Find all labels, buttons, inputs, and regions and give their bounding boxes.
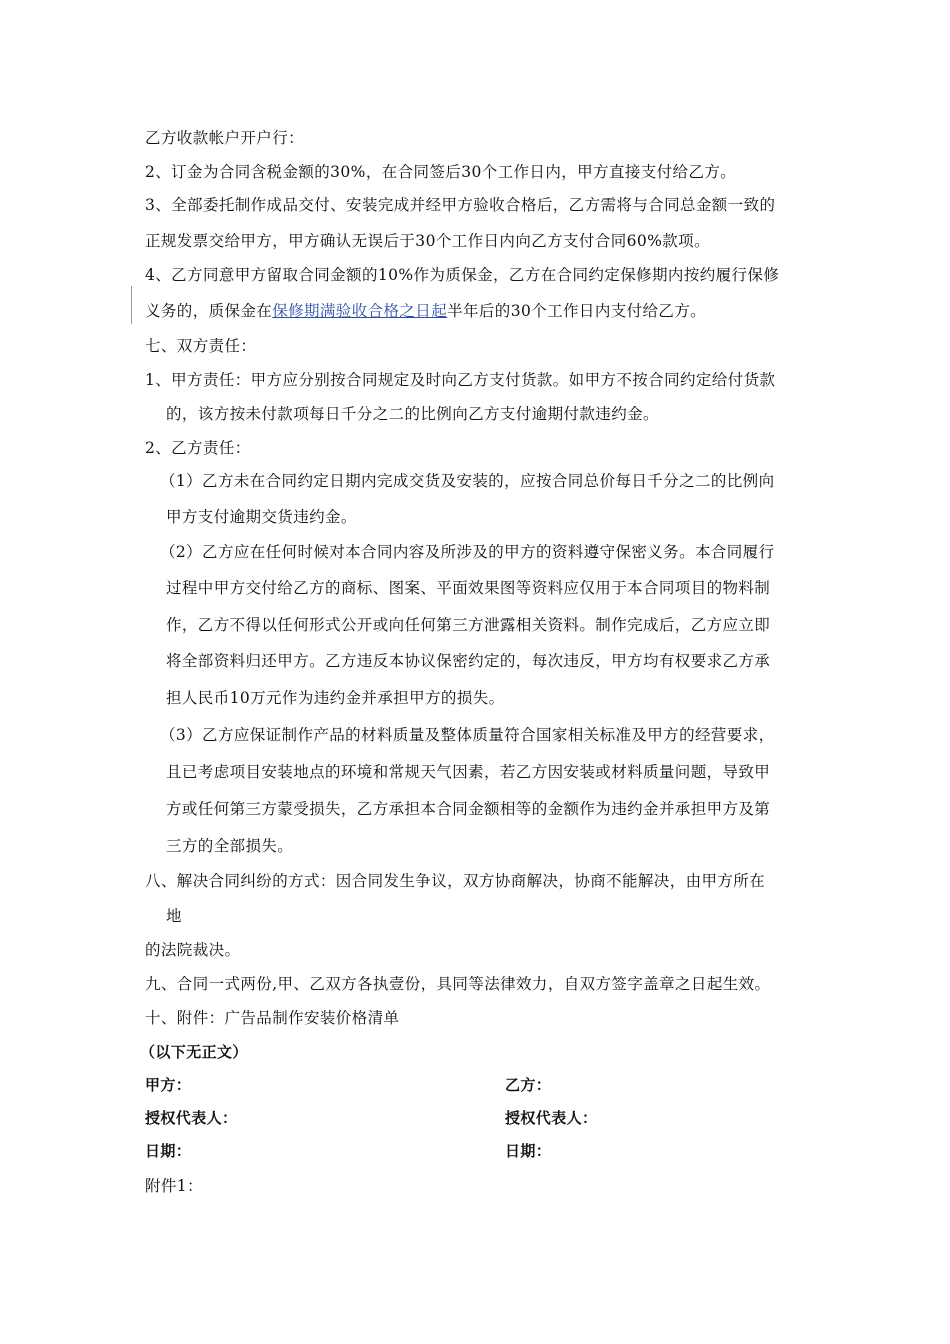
warranty-post: 半年后的30个工作日内支付给乙方。 [447,302,707,320]
copies-clause: 九、合同一式两份,甲、乙双方各执壹份，具同等法律效力，自双方签字盖章之日起生效。 [145,975,771,993]
revision-bar [131,286,132,324]
payment-clause-1: 3、全部委托制作成品交付、安装完成并经甲方验收合格后，乙方需将与合同总金额一致的 [145,196,776,214]
party-a-duty-1: 1、甲方责任：甲方应分别按合同规定及时向乙方支付货款。如甲方不按合同约定给付货款 [145,371,776,389]
duty-b3-line3: 方或任何第三方蒙受损失，乙方承担本合同金额相等的金额作为违约金并承担甲方及第 [166,800,771,818]
payment-clause-2: 正规发票交给甲方，甲方确认无误后于30个工作日内向乙方支付合同60%款项。 [145,232,710,250]
party-a-duty-2: 的，该方按未付款项每日千分之二的比例向乙方支付逾期付款违约金。 [166,405,659,423]
warranty-clause-1: 4、乙方同意甲方留取合同金额的10%作为质保金，乙方在合同约定保修期内按约履行保修 [145,266,780,284]
warranty-clause-2 [145,301,706,321]
duty-b2-line4: 将全部资料归还甲方。乙方违反本协议保密约定的，每次违反，甲方均有权要求乙方承 [166,652,771,670]
party-b-date-label: 日期： [505,1142,552,1160]
duty-b3-line2: 且已考虑项目安装地点的环境和常规天气因素，若乙方因安装或材料质量问题，导致甲 [166,763,771,781]
party-a-date-label: 日期： [145,1142,192,1160]
duty-b2-line3: 作，乙方不得以任何形式公开或向任何第三方泄露相关资料。制作完成后，乙方应立即 [166,616,771,634]
end-of-text-note: （以下无正文） [140,1043,248,1061]
dispute-clause-1: 八、解决合同纠纷的方式：因合同发生争议，双方协商解决，协商不能解决，由甲方所在 [145,872,766,890]
duty-b2-line2: 过程中甲方交付给乙方的商标、图案、平面效果图等资料应仅用于本合同项目的物料制 [166,579,771,597]
bank-line: 乙方收款帐户开户行： [145,129,305,147]
tracked-change-link[interactable]: 保修期满验收合格之日起 [272,302,448,320]
warranty-pre: 义务的，质保金在 [145,302,273,320]
duty-b2-line5: 担人民币10万元作为违约金并承担甲方的损失。 [166,689,505,707]
party-a-label: 甲方： [145,1076,192,1094]
attachment-label: 附件1： [145,1177,203,1195]
party-b-label: 乙方： [505,1076,552,1094]
party-b-duty-heading: 2、乙方责任： [145,439,251,457]
duty-b3-line4: 三方的全部损失。 [166,837,294,855]
section-7-heading: 七、双方责任： [145,337,257,355]
party-b-rep-label: 授权代表人： [505,1109,598,1127]
duty-b1-line2: 甲方支付逾期交货违约金。 [166,508,357,526]
duty-b1-line1: （1）乙方未在合同约定日期内完成交货及安装的，应按合同总价每日千分之二的比例向 [160,472,775,490]
party-a-rep-label: 授权代表人： [145,1109,238,1127]
duty-b3-line1: （3）乙方应保证制作产品的材料质量及整体质量符合国家相关标准及甲方的经营要求， [160,726,775,744]
duty-b2-line1: （2）乙方应在任何时候对本合同内容及所涉及的甲方的资料遵守保密义务。本合同履行 [160,543,775,561]
dispute-clause-3: 的法院裁决。 [145,941,241,959]
appendix-clause: 十、附件：广告品制作安装价格清单 [145,1009,400,1027]
dispute-clause-2: 地 [166,907,182,925]
deposit-clause: 2、订金为合同含税金额的30%，在合同签后30个工作日内，甲方直接支付给乙方。 [145,163,737,181]
